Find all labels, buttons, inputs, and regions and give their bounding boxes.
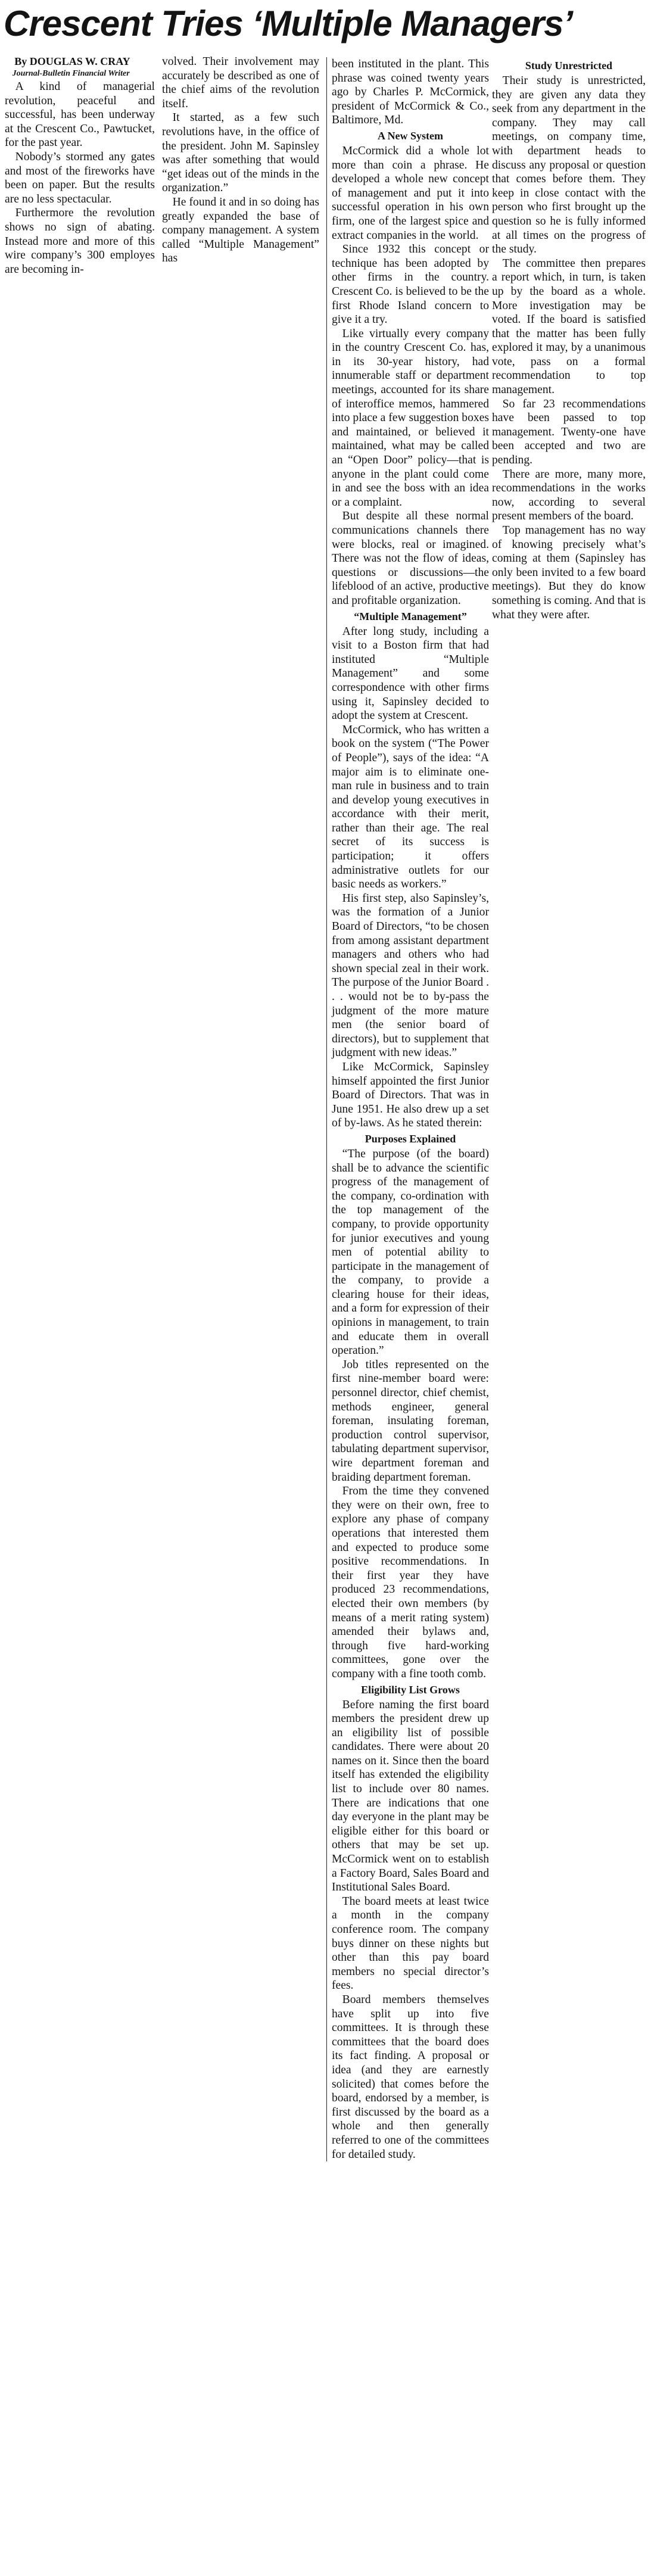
paragraph: He found it and in so doing has greatly expanded the base of company management. A system called “Multiple Management” has	[162, 195, 319, 265]
column-3	[326, 57, 489, 2161]
byline-credit: Journal-Bulletin Financial Writer	[12, 69, 130, 78]
paragraph: McCormick did a whole lot more than coin a phrase. He developed a whole new concept of management and put it into successful operation in his own firm, one of the largest spice and extract companies in the world.	[332, 144, 489, 242]
paragraph: “The purpose (of the board) shall be to advance the scientific progress of the management of the company, co-ordination with the top management of the company, to provide opportunity for junior executives and young men of potential ability to participate in the management of the company, to provide a clearing house for their ideas, and a form for expression of their opinions in management, to train and educate them in overall operation.”	[332, 1147, 489, 1357]
paragraph: been instituted in the plant. This phrase was coined twenty years ago by Charles P. McCormick, president of McCormick & Co., Baltimore, Md.	[332, 58, 489, 127]
paragraph: A kind of managerial revolution, peaceful and successful, has been underway at the Crescent Co., Pawtucket, for the past year.	[5, 80, 155, 149]
paragraph: McCormick, who has written a book on the system (“The Power of People”), says of the idea: “A major aim is to eliminate one-man rule in business and to train and develop young executives in accordance with their merit, rather than their age. The real secret of its success is participation; it offers administrative outlets for our basic needs as workers.”	[332, 723, 489, 891]
subhead-purposes-explained: Purposes Explained	[365, 1132, 456, 1145]
subhead-study-unrestricted: Study Unrestricted	[525, 60, 613, 71]
paragraph: There are more, many more, recommendations in the works now, according to several present members of the board.	[492, 468, 646, 523]
paragraph: After long study, including a visit to a Boston firm that had instituted “Multiple Management” and some correspondence with other firms using it, Sapinsley decided to adopt the system at Crescent.	[332, 625, 489, 722]
paragraph: It started, as a few such revolutions have, in the office of the president. John M. Sapinsley was after something that would “get ideas out of the minds in the organization.”	[162, 111, 319, 195]
paragraph: Since 1932 this concept or technique has been adopted by other firms in the country. Crescent Co. is believed to be the first Rhode Island concern to give it a try.	[332, 243, 489, 326]
column-2	[162, 55, 319, 266]
paragraph: Like virtually every company in the country Crescent Co. has, in its 30-year history, had innumerable staff or department meetings, accounted for its share of interoffice memos, hammered into place a few suggestion boxes and maintained, or believed it maintained, what may be called an “Open Door” policy—that is anyone in the plant could come in and see the boss with an idea or a complaint.	[332, 327, 489, 509]
paragraph: Board members themselves have split up into five committees. It is through these committees that the board does its fact finding. A proposal or idea (and they are earnestly solicited) that comes before the board, endorsed by a member, is first discussed by the board as a whole and then generally referred to one of the committees for detailed study.	[332, 1993, 489, 2161]
subhead-new-system: A New System	[378, 129, 443, 142]
paragraph: The committee then prepares a report which, in turn, is taken up by the board as a whole. More investigation may be voted. If the board is satisfied that the matter has been fully explored it may, by a unanimous vote, pass on a formal recommendation to top management.	[492, 257, 646, 397]
paragraph: Nobody’s stormed any gates and most of the fireworks have been on paper. But the results are no less spectacular.	[5, 150, 155, 205]
paragraph: Top management has no way of knowing precisely what’s coming at them (Sapinsley has only been invited to a few board meetings). But they do know something is coming. And that is what they were after.	[492, 524, 646, 621]
paragraph: But despite all these normal communications channels there were blocks, real or imagined. There was not the flow of ideas, questions or discussions—the lifeblood of an active, productive and profitable organization.	[332, 510, 489, 607]
paragraph: His first step, also Sapinsley’s, was the formation of a Junior Board of Directors, “to be chosen from among assistant department managers and others who had shown special zeal in their work. The purpose of the Junior Board . . . would not be to by-pass the judgment of the more mature men (the senior board of directors), but to supplement that judgment with new ideas.”	[332, 892, 489, 1060]
paragraph: Job titles represented on the first nine-member board were: personnel director, chief chemist, methods engineer, general foreman, insulating foreman, production control supervisor, tabulating department supervisor, wire department foreman and braiding department foreman.	[332, 1358, 489, 1484]
subhead-eligibility-list: Eligibility List Grows	[361, 1683, 460, 1696]
paragraph: So far 23 recommendations have been passed to top management. Twenty-one have been accepted and two are pending.	[492, 397, 646, 467]
paragraph: Before naming the first board members the president drew up an eligibility list of possible candidates. There were about 20 names on it. Since then the board itself has extended the eligibility list to include over 80 names. There are indications that one day everyone in the plant may be eligible either for this board or others that may be set up. McCormick went on to establish a Factory Board, Sales Board and Institutional Sales Board.	[332, 1698, 489, 1894]
byline: By DOUGLAS W. CRAY	[14, 55, 130, 67]
paragraph: From the time they convened they were on their own, free to explore any phase of company operations that interested them and expected to produce some positive recommendations. In their first year they have produced 23 recommendations, elected their own members (by means of a merit rating system) amended their bylaws and, through five hard-working committees, gone over the company with a fine tooth comb.	[332, 1485, 489, 1680]
paragraph: Like McCormick, Sapinsley himself appointed the first Junior Board of Directors. That was in June 1951. He also drew up a set of by-laws. As he stated therein:	[332, 1060, 489, 1130]
paragraph: Their study is unrestricted, they are given any data they seek from any department in the company. They may call meetings, on company time, with department heads to discuss any proposal or question that comes before them. They keep in close contact with the person who first brought up the question so he is fully informed at all times on the progress of the study.	[492, 74, 646, 256]
paragraph: volved. Their involvement may accurately be described as one of the chief aims of the revolution itself.	[162, 55, 319, 110]
column-1	[5, 55, 155, 276]
paragraph: The board meets at least twice a month in the company conference room. The company buys dinner on these nights but other than this pay board members no special director’s fees.	[332, 1895, 489, 1992]
column-4	[492, 57, 646, 622]
paragraph: Furthermore the revolution shows no sign of abating. Instead more and more of this wire company’s 300 employes are becoming in-	[5, 207, 155, 276]
headline: Crescent Tries ‘Multiple Managers’	[4, 4, 573, 43]
subhead-multiple-management: “Multiple Management”	[354, 610, 467, 622]
